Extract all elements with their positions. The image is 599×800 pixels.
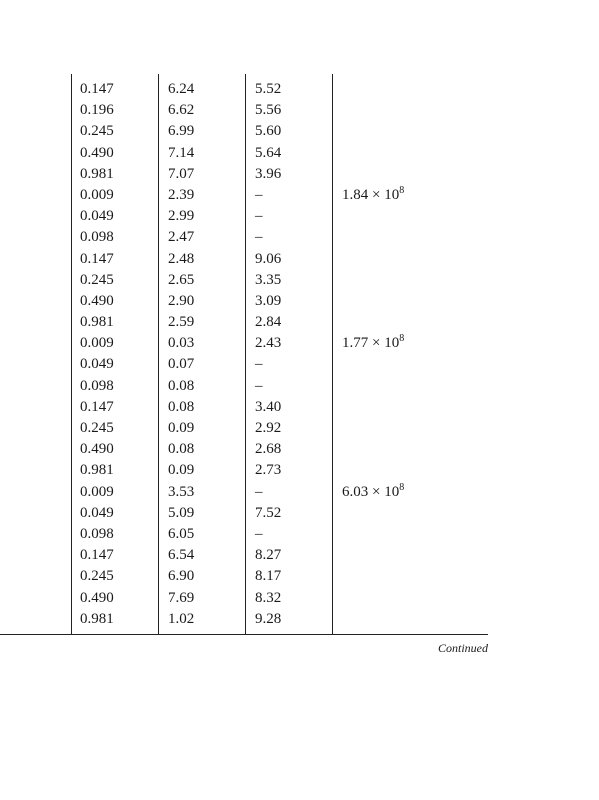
table-row bbox=[0, 291, 488, 312]
value-cell-1: 5.09 bbox=[168, 504, 195, 521]
table-row bbox=[0, 143, 488, 164]
scientific-value-cell bbox=[342, 482, 404, 503]
scientific-mantissa: 1.77 × 10 bbox=[342, 335, 400, 352]
value-cell-2: 3.40 bbox=[255, 398, 282, 415]
table-row bbox=[0, 376, 488, 397]
value-cell-2: 3.35 bbox=[255, 271, 282, 288]
value-cell-1: 2.99 bbox=[168, 208, 195, 225]
scientific-mantissa: 1.84 × 10 bbox=[342, 186, 400, 203]
table-row bbox=[0, 270, 488, 291]
load-cell: 0.245 bbox=[80, 123, 114, 140]
value-cell-1: 3.53 bbox=[168, 483, 195, 500]
load-cell: 0.147 bbox=[80, 250, 114, 267]
load-cell: 0.981 bbox=[80, 610, 114, 627]
load-cell: 0.981 bbox=[80, 462, 114, 479]
value-cell-2: 5.60 bbox=[255, 123, 282, 140]
load-cell: 0.049 bbox=[80, 504, 114, 521]
value-cell-1: 2.48 bbox=[168, 250, 195, 267]
load-cell: 0.049 bbox=[80, 208, 114, 225]
continued-label: Continued bbox=[438, 641, 488, 655]
table-row bbox=[0, 503, 488, 524]
table-row bbox=[0, 164, 488, 185]
table-row bbox=[0, 524, 488, 545]
value-cell-2: 9.06 bbox=[255, 250, 282, 267]
value-cell-2: 3.09 bbox=[255, 292, 282, 309]
load-cell: 0.049 bbox=[80, 356, 114, 373]
value-cell-2: – bbox=[255, 377, 263, 394]
value-cell-2: 8.27 bbox=[255, 547, 282, 564]
value-cell-2: – bbox=[255, 356, 263, 373]
scientific-value-cell bbox=[342, 333, 404, 354]
table-row bbox=[0, 588, 488, 609]
value-cell-1: 7.07 bbox=[168, 165, 195, 182]
table-row bbox=[0, 609, 488, 630]
table-row bbox=[0, 566, 488, 587]
load-cell: 0.245 bbox=[80, 568, 114, 585]
value-cell-2: 5.52 bbox=[255, 81, 282, 97]
load-cell: 0.147 bbox=[80, 547, 114, 564]
load-cell: 0.009 bbox=[80, 335, 114, 352]
value-cell-1: 0.08 bbox=[168, 377, 195, 394]
scientific-exponent: 8 bbox=[399, 481, 405, 493]
value-cell-1: 7.69 bbox=[168, 589, 195, 606]
load-cell: 0.009 bbox=[80, 483, 114, 500]
value-cell-1: 0.08 bbox=[168, 441, 195, 458]
value-cell-2: 2.92 bbox=[255, 420, 282, 436]
value-cell-1: 2.59 bbox=[168, 314, 195, 331]
value-cell-1: 6.99 bbox=[168, 123, 195, 140]
table-row bbox=[0, 354, 488, 375]
value-cell-1: 6.90 bbox=[168, 568, 195, 585]
data-table bbox=[0, 79, 488, 630]
scientific-exponent: 8 bbox=[399, 333, 405, 345]
table-row bbox=[0, 79, 488, 100]
value-cell-2: – bbox=[255, 186, 263, 203]
table-row bbox=[0, 460, 488, 481]
table-row bbox=[0, 482, 488, 503]
table-row bbox=[0, 185, 488, 206]
load-cell: 0.490 bbox=[80, 144, 114, 161]
value-cell-2: 2.68 bbox=[255, 441, 282, 458]
value-cell-2: – bbox=[255, 229, 263, 246]
load-cell: 0.009 bbox=[80, 186, 114, 203]
table-row bbox=[0, 121, 488, 142]
load-cell: 0.147 bbox=[80, 398, 114, 415]
scientific-mantissa: 6.03 × 10 bbox=[342, 483, 400, 500]
load-cell: 0.196 bbox=[80, 102, 114, 119]
value-cell-1: 6.24 bbox=[168, 81, 195, 97]
value-cell-2: – bbox=[255, 525, 263, 542]
load-cell: 0.981 bbox=[80, 314, 114, 331]
value-cell-2: 2.84 bbox=[255, 314, 282, 331]
value-cell-2: 2.43 bbox=[255, 335, 282, 352]
value-cell-1: 2.39 bbox=[168, 186, 195, 203]
table-row bbox=[0, 333, 488, 354]
value-cell-1: 7.14 bbox=[168, 144, 195, 161]
table-row bbox=[0, 418, 488, 439]
table-row bbox=[0, 100, 488, 121]
value-cell-2: 3.96 bbox=[255, 165, 282, 182]
value-cell-1: 0.08 bbox=[168, 398, 195, 415]
value-cell-1: 2.65 bbox=[168, 271, 195, 288]
load-cell: 0.098 bbox=[80, 525, 114, 542]
table-row bbox=[0, 545, 488, 566]
scientific-value-cell bbox=[342, 185, 404, 206]
load-cell: 0.098 bbox=[80, 229, 114, 246]
value-cell-2: 9.28 bbox=[255, 610, 282, 627]
load-cell: 0.981 bbox=[80, 165, 114, 182]
value-cell-2: – bbox=[255, 483, 263, 500]
table-row bbox=[0, 227, 488, 248]
table-row bbox=[0, 206, 488, 227]
value-cell-2: 8.32 bbox=[255, 589, 282, 606]
load-cell: 0.490 bbox=[80, 441, 114, 458]
table-row bbox=[0, 249, 488, 270]
load-cell: 0.490 bbox=[80, 292, 114, 309]
value-cell-1: 0.09 bbox=[168, 420, 195, 436]
value-cell-1: 0.07 bbox=[168, 356, 195, 373]
value-cell-2: 5.56 bbox=[255, 102, 282, 119]
value-cell-2: 8.17 bbox=[255, 568, 282, 585]
value-cell-1: 6.05 bbox=[168, 525, 195, 542]
table-row bbox=[0, 312, 488, 333]
load-cell: 0.245 bbox=[80, 420, 114, 436]
table-bottom-rule bbox=[0, 634, 488, 635]
load-cell: 0.245 bbox=[80, 271, 114, 288]
value-cell-1: 2.47 bbox=[168, 229, 195, 246]
value-cell-1: 2.90 bbox=[168, 292, 195, 309]
load-cell: 0.098 bbox=[80, 377, 114, 394]
scientific-exponent: 8 bbox=[399, 184, 405, 196]
value-cell-1: 6.54 bbox=[168, 547, 195, 564]
value-cell-2: 5.64 bbox=[255, 144, 282, 161]
load-cell: 0.147 bbox=[80, 81, 114, 97]
value-cell-2: – bbox=[255, 208, 263, 225]
table-row bbox=[0, 439, 488, 460]
value-cell-2: 7.52 bbox=[255, 504, 282, 521]
value-cell-2: 2.73 bbox=[255, 462, 282, 479]
value-cell-1: 0.03 bbox=[168, 335, 195, 352]
load-cell: 0.490 bbox=[80, 589, 114, 606]
value-cell-1: 1.02 bbox=[168, 610, 195, 627]
table-row bbox=[0, 397, 488, 418]
value-cell-1: 0.09 bbox=[168, 462, 195, 479]
value-cell-1: 6.62 bbox=[168, 102, 195, 119]
